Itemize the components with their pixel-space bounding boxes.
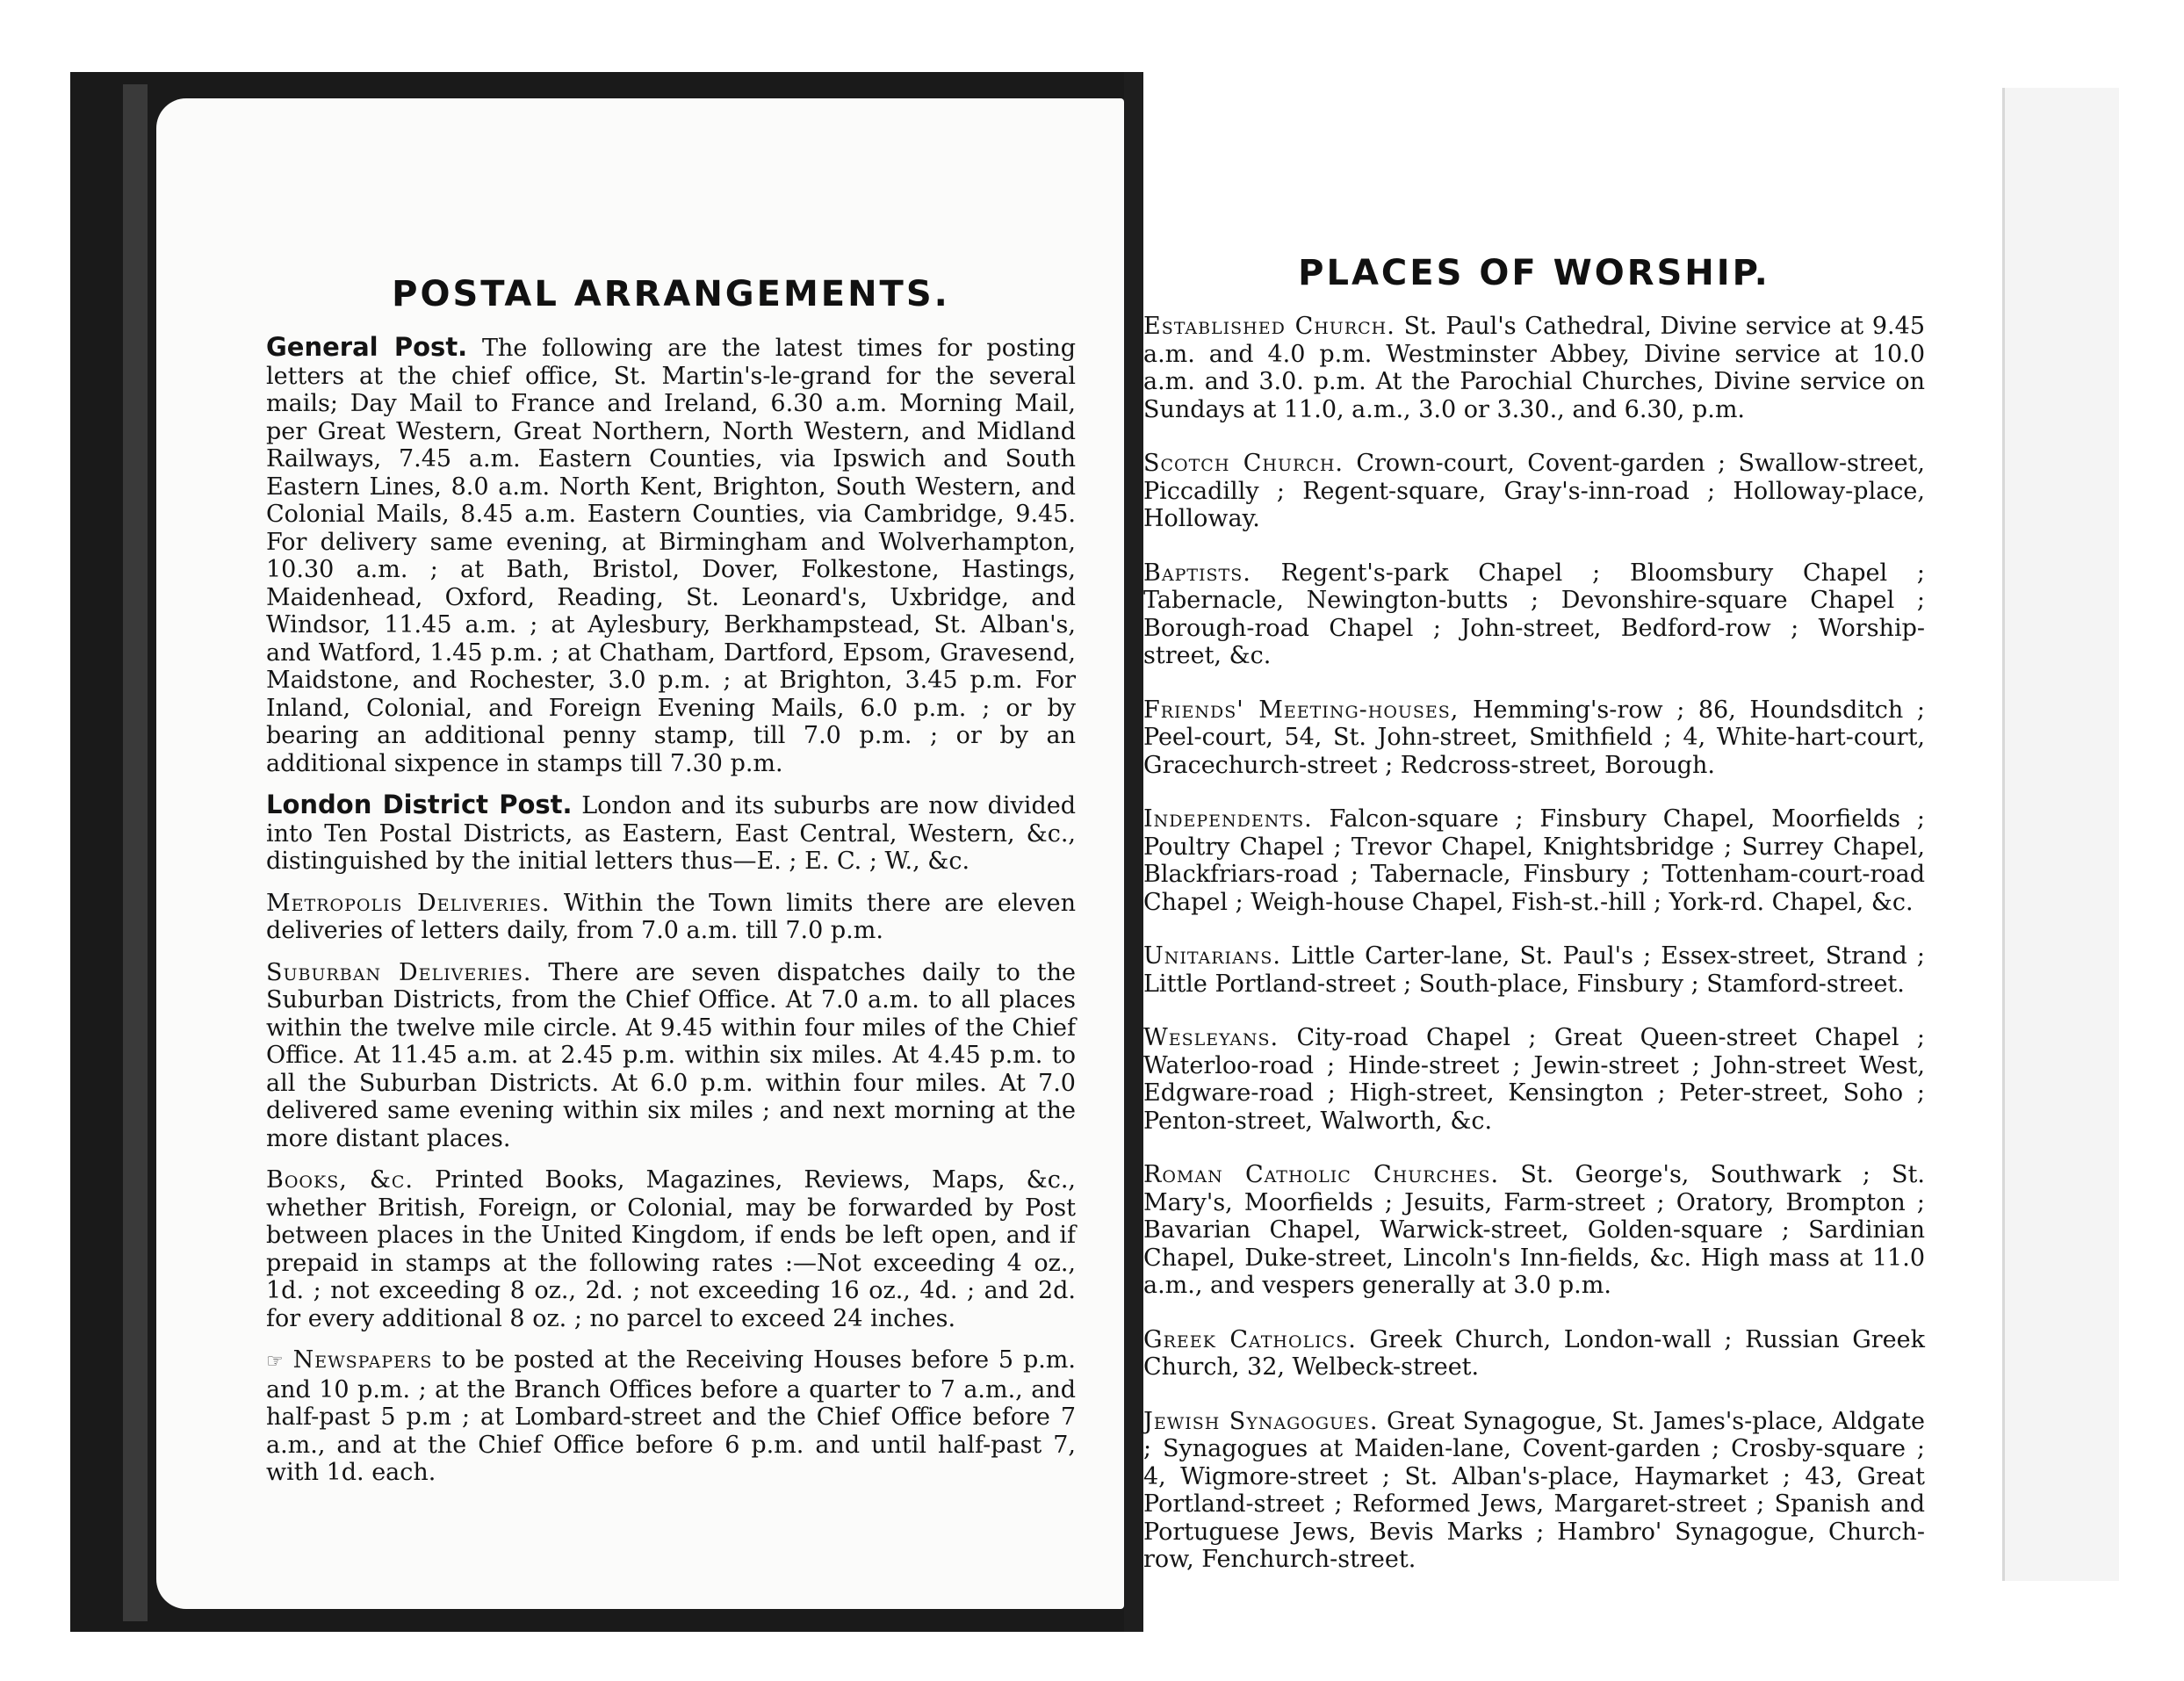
entry-text: The following are the latest times for posting letters at the chief office, St. Martin's-le-grand for the several mails; Day Mail to France and Ireland, 6.30 a.m. Morning Mail, per Great Western, Great Northern, North Western, and Midland Railways, 7.45 a.m. Eastern Counties, via Ipswich and South Eastern Lines, 8.0 a.m. North Kent, Brighton, South Western, and Colonial Mails, 8.45 a.m. Eastern Counties, via Cambridge, 9.45. For delivery same evening, at Birmingham and Wolverhampton, 10.30 a.m. ; at Bath, Bristol, Dover, Folkestone, Hastings, Maidenhead, Oxford, Reading, St. Leonard's, Uxbridge, and Windsor, 11.45 a.m. ; at Aylesbury, Berkhampstead, St. Alban's, and Watford, 1.45 p.m. ; at Chatham, Dartford, Epsom, Gravesend, Maidstone, and Rochester, 3.0 p.m. ; at Brighton, 3.45 p.m. For Inland, Colonial, and Foreign Evening Mails, 6.0 p.m. ; or by bearing an additional penny stamp, till 7.0 p.m. ; or by an additional sixpence in stamps till 7.30 p.m. — [266, 335, 1076, 777]
entry-text: There are seven dispatches daily to the Suburban Districts, from the Chief Office. At 7.0 a.m. to all places within the twelve mile circle. At 9.45 within four miles of the Chief Office. At 11.45 a.m. at 2.45 p.m. within six miles. At 4.45 p.m. to all the Suburban Districts. At 6.0 p.m. within four miles. At 7.0 delivered same evening within six miles ; and next morning at the more distant places. — [266, 958, 1076, 1152]
entry-greek-catholics — [1143, 1326, 1925, 1382]
entry-wesleyans — [1143, 1024, 1925, 1135]
entry-text: Crown-court, Covent-garden ; Swallow-street, Piccadilly ; Regent-square, Gray's-inn-road ; Holloway-place, Holloway. — [1143, 450, 1925, 532]
book-back-cover-edge — [2002, 88, 2119, 1581]
entry-label: Unitarians. — [1143, 942, 1281, 970]
entry-label: Friends' Meeting-houses, — [1143, 696, 1460, 724]
entry-text: City-road Chapel ; Great Queen-street Chapel ; Waterloo-road ; Hinde-street ; Jewin-street ; John-street West, Edgware-road ; High-street, Kensington ; Peter-street, Soho ; Penton-street, Walworth, &c. — [1143, 1024, 1925, 1135]
entry-label: Roman Catholic Churches. — [1143, 1161, 1500, 1188]
entry-label: Scotch Church. — [1143, 450, 1344, 477]
entry-jewish-synagogues — [1143, 1408, 1925, 1574]
entry-baptists — [1143, 559, 1925, 670]
entry-friends-meeting-houses — [1143, 696, 1925, 780]
entry-label: General Post. — [266, 332, 468, 362]
entry-label: Established Church. — [1143, 313, 1395, 340]
entry-newspapers — [266, 1346, 1076, 1487]
entry-text: Little Carter-lane, St. Paul's ; Essex-street, Strand ; Little Portland-street ; South-place, Finsbury ; Stamford-street. — [1143, 942, 1925, 998]
entry-label: London District Post. — [266, 790, 573, 819]
entry-label: Baptists. — [1143, 559, 1251, 587]
entry-label: Metropolis Deliveries. — [266, 889, 551, 917]
entry-text: Hemming's-row ; 86, Houndsditch ; Peel-court, 54, St. John-street, Smithfield ; 4, White-hart-court, Gracechurch-street ; Redcross-street, Borough. — [1143, 696, 1925, 779]
entry-label: Independents. — [1143, 805, 1313, 833]
book-spine-edge — [123, 84, 148, 1621]
entry-label: Suburban Deliveries. — [266, 958, 532, 986]
entry-label: Wesleyans. — [1143, 1024, 1279, 1051]
entry-general-post — [266, 334, 1076, 777]
entry-suburban-deliveries — [266, 959, 1076, 1153]
entry-london-district-post — [266, 791, 1076, 876]
entry-text: St. George's, Southwark ; St. Mary's, Moorfields ; Jesuits, Farm-street ; Oratory, Brompton ; Bavarian Chapel, Warwick-street, Golden-square ; Sardinian Chapel, Duke-street, Lincoln's Inn-fields, &c. High mass at 11.0 a.m., and vespers generally at 3.0 p.m. — [1143, 1161, 1925, 1299]
entry-label: Newspapers — [292, 1346, 433, 1374]
entry-scotch-church — [1143, 450, 1925, 533]
entry-text: Falcon-square ; Finsbury Chapel, Moorfields ; Poultry Chapel ; Trevor Chapel, Knightsbridge ; Surrey Chapel, Blackfriars-road ; Tabernacle, Finsbury ; Tottenham-court-road Chapel ; Weigh-house Chapel, Fish-st.-hill ; York-rd. Chapel, &c. — [1143, 805, 1925, 916]
page-title: POSTAL ARRANGEMENTS. — [392, 274, 950, 314]
entry-established-church — [1143, 313, 1925, 423]
entry-label: Jewish Synagogues. — [1143, 1407, 1379, 1435]
page-title: PLACES OF WORSHIP. — [1298, 253, 1770, 293]
entry-label: Books, &c. — [266, 1166, 414, 1194]
right-page — [1143, 77, 1978, 1588]
left-page — [156, 98, 1124, 1609]
entry-text: Regent's-park Chapel ; Bloomsbury Chapel ; Tabernacle, Newington-butts ; Devonshire-square Chapel ; Borough-road Chapel ; John-street, Bedford-row ; Worship-street, &c. — [1143, 559, 1925, 669]
entry-unitarians — [1143, 942, 1925, 998]
entry-text: Printed Books, Magazines, Reviews, Maps, &c., whether British, Foreign, or Colonial, may be forwarded by Post between places in the United Kingdom, if ends be left open, and if prepaid in stamps at the following rates :—Not exceeding 4 oz., 1d. ; not exceeding 8 oz., 2d. ; not exceeding 16 oz., 4d. ; and 2d. for every additional 8 oz. ; no parcel to exceed 24 inches. — [266, 1166, 1076, 1332]
entry-text: St. Paul's Cathedral, Divine service at 9.45 a.m. and 4.0 p.m. Westminster Abbey, Divine service at 10.0 a.m. and 3.0. p.m. At the Parochial Churches, Divine service on Sundays at 11.0, a.m., 3.0 or 3.30., and 6.30, p.m. — [1143, 313, 1925, 423]
entry-metropolis-deliveries — [266, 890, 1076, 945]
entry-text: Greek Church, London-wall ; Russian Greek Church, 32, Welbeck-street. — [1143, 1325, 1925, 1381]
entry-text: Great Synagogue, St. James's-place, Aldgate ; Synagogues at Maiden-lane, Covent-garden ; Crosby-square ; 4, Wigmore-street ; St. Alban's-place, Haymarket ; 43, Great Portland-street ; Reformed Jews, Margaret-street ; Spanish and Portuguese Jews, Bevis Marks ; Hambro' Synagogue, Church-row, Fenchurch-street. — [1143, 1407, 1925, 1573]
entry-roman-catholic-churches — [1143, 1161, 1925, 1300]
entry-text: London and its suburbs are now divided into Ten Postal Districts, as Eastern, East Central, Western, &c., distinguished by the initial letters thus—E. ; E. C. ; W., &c. — [266, 792, 1076, 875]
entry-books — [266, 1166, 1076, 1332]
entry-text: Within the Town limits there are eleven deliveries of letters daily, from 7.0 a.m. till 7.0 p.m. — [266, 889, 1076, 944]
entry-label: Greek Catholics. — [1143, 1325, 1357, 1353]
book-gutter — [1124, 72, 1143, 1632]
entry-text: to be posted at the Receiving Houses before 5 p.m. and 10 p.m. ; at the Branch Offices before a quarter to 7 a.m., and half-past 5 p.m ; at Lombard-street and the Chief Office before 7 a.m., and at the Chief Office before 6 p.m. and until half-past 7, with 1d. each. — [266, 1346, 1076, 1486]
entry-independents — [1143, 805, 1925, 916]
pointing-hand-icon: ☞ — [266, 1351, 284, 1373]
